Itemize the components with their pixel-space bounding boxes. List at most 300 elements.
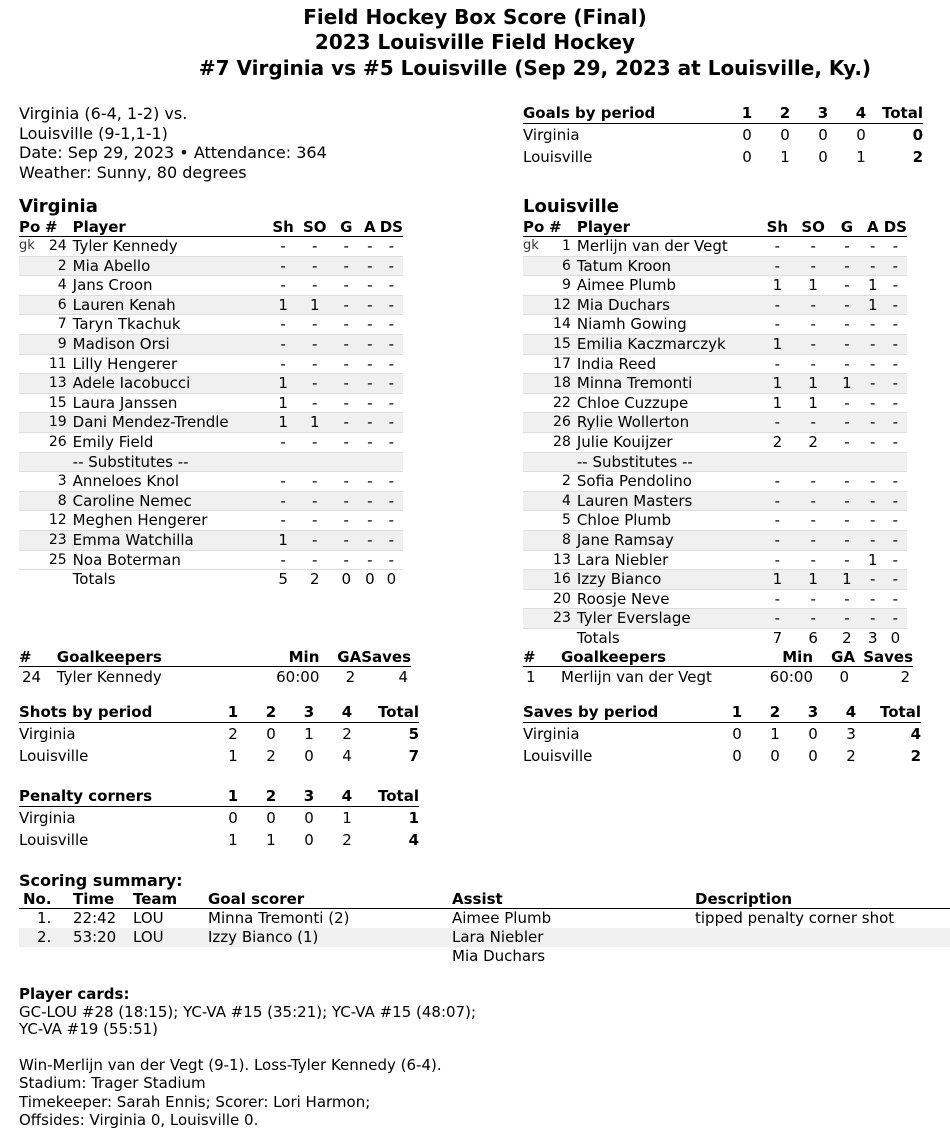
col-header: Time <box>63 890 133 909</box>
cell: 1 <box>770 725 780 743</box>
total-cell: 1 <box>408 809 419 827</box>
roster-ds-cell: - <box>380 393 403 413</box>
roster-sh-cell: - <box>760 609 794 629</box>
roster-num-cell: 20 <box>549 589 577 609</box>
roster-num-cell: 12 <box>549 295 577 315</box>
total-cell: 0 <box>912 126 923 144</box>
roster-ds-cell: - <box>380 550 403 570</box>
col-header-g: G <box>832 218 862 237</box>
roster-num-cell: 13 <box>45 374 73 394</box>
roster-a-cell: - <box>862 334 884 354</box>
roster-g-cell: - <box>832 295 862 315</box>
col-header-po: Po <box>523 218 549 237</box>
roster-sh-cell: - <box>269 315 297 335</box>
roster-po-cell <box>19 413 45 433</box>
roster-po-cell <box>523 354 549 374</box>
roster-po-cell: gk <box>19 237 45 257</box>
roster-g-cell: - <box>832 511 862 531</box>
roster-po-cell <box>523 589 549 609</box>
roster-player-cell: Chloe Plumb <box>577 511 761 531</box>
totals-a-cell: 0 <box>360 570 380 589</box>
roster-po-cell <box>523 530 549 550</box>
cell: Minna Tremonti (2) <box>208 909 350 927</box>
roster-player-cell: Emilia Kaczmarczyk <box>577 334 761 354</box>
roster-sh-cell: 1 <box>269 295 297 315</box>
roster-sh-cell: 1 <box>760 334 794 354</box>
col-header-ds: DS <box>379 218 403 236</box>
roster-player-cell: Laura Janssen <box>73 393 270 413</box>
roster-po-cell <box>19 511 45 531</box>
roster-num-cell: 26 <box>549 413 577 433</box>
cell: 1. <box>37 909 52 927</box>
roster-a-cell: - <box>360 315 380 335</box>
roster-num-cell: 26 <box>45 432 73 452</box>
substitutes-label: -- Substitutes -- <box>577 452 761 472</box>
roster-a-cell: - <box>862 511 884 531</box>
total-cell: 5 <box>408 725 419 743</box>
roster-g-cell: - <box>832 315 862 335</box>
roster-num-cell: 18 <box>549 374 577 394</box>
roster-po-cell <box>523 550 549 570</box>
roster-row <box>19 491 403 511</box>
roster-num-cell: 7 <box>45 315 73 335</box>
roster-so-cell: 2 <box>794 432 832 452</box>
roster-player-cell: Emily Field <box>73 432 270 452</box>
roster-row <box>19 237 403 257</box>
team-cell: Virginia <box>523 126 580 144</box>
col-header: Saves <box>855 648 913 667</box>
player-cards-line-1: GC-LOU #28 (18:15); YC-VA #15 (35:21); YC-VA #15 (48:07); <box>19 1003 477 1021</box>
roster-a-cell: - <box>862 609 884 629</box>
roster-row <box>19 393 403 413</box>
roster-so-cell: - <box>297 491 333 511</box>
roster-row <box>523 609 907 629</box>
roster-so-cell: - <box>297 256 333 276</box>
roster-so-cell: - <box>794 511 832 531</box>
roster-g-cell: - <box>832 276 862 296</box>
table-row <box>523 124 923 147</box>
roster-player-cell: Minna Tremonti <box>577 374 761 394</box>
weather: Weather: Sunny, 80 degrees <box>19 162 247 182</box>
roster-g-cell: - <box>333 374 360 394</box>
roster-so-cell: - <box>794 530 832 550</box>
roster-g-cell: - <box>832 589 862 609</box>
roster-num-cell: 15 <box>549 334 577 354</box>
roster-g-cell: - <box>832 237 862 257</box>
roster-g-cell: - <box>832 334 862 354</box>
cell: 1 <box>266 831 276 849</box>
roster-ds-cell: - <box>884 374 907 394</box>
roster-row <box>19 256 403 276</box>
roster-a-cell: - <box>862 237 884 257</box>
col-header: Goalkeepers <box>57 648 256 667</box>
roster-po-cell <box>523 334 549 354</box>
roster-ds-cell: - <box>884 472 907 492</box>
roster-sh-cell: - <box>269 276 297 296</box>
roster-sh-cell: 1 <box>269 374 297 394</box>
table-row <box>523 667 913 688</box>
roster-so-cell: 1 <box>297 295 333 315</box>
roster-ds-cell: - <box>884 354 907 374</box>
roster-a-cell: - <box>360 354 380 374</box>
roster-g-cell: - <box>333 237 360 257</box>
roster-ds-cell: - <box>380 530 403 550</box>
penalty-corners-table <box>19 787 419 851</box>
roster-a-cell: - <box>862 589 884 609</box>
date-attendance: Date: Sep 29, 2023 • Attendance: 364 <box>19 143 327 162</box>
roster-so-cell: - <box>794 589 832 609</box>
roster-so-cell: - <box>794 609 832 629</box>
col-header-num: # <box>549 218 577 237</box>
roster-g-cell: - <box>333 511 360 531</box>
roster-g-cell: - <box>333 315 360 335</box>
roster-player-cell: Adele Iacobucci <box>73 374 270 394</box>
roster-so-cell: - <box>794 295 832 315</box>
totals-row <box>19 570 403 589</box>
roster-po-cell <box>19 432 45 452</box>
roster-g-cell: - <box>832 550 862 570</box>
roster-ds-cell: - <box>884 609 907 629</box>
roster-num-cell: 8 <box>549 530 577 550</box>
col-header: GA <box>813 648 855 667</box>
col-header: 2 <box>756 703 794 723</box>
cell: 2. <box>19 928 63 947</box>
roster-a-cell: - <box>862 491 884 511</box>
roster-g-cell: - <box>832 491 862 511</box>
team2-record: Louisville (9-1,1-1) <box>19 123 168 143</box>
roster-row <box>19 354 403 374</box>
roster-so-cell: - <box>794 315 832 335</box>
roster-so-cell: - <box>297 432 333 452</box>
roster-g-cell: - <box>333 550 360 570</box>
roster-row <box>19 374 403 394</box>
roster-a-cell: - <box>360 413 380 433</box>
roster-player-cell: Noa Boterman <box>73 550 270 570</box>
roster-player-cell: Caroline Nemec <box>73 491 270 511</box>
roster-num-cell: 2 <box>549 472 577 492</box>
virginia-heading: Virginia <box>19 196 98 217</box>
col-header: 4 <box>832 703 870 723</box>
roster-player-cell: Dani Mendez-Trendle <box>73 413 270 433</box>
saves-by-period-table <box>523 703 921 767</box>
roster-so-cell: - <box>297 530 333 550</box>
roster-a-cell: - <box>360 550 380 570</box>
roster-num-cell: 13 <box>549 550 577 570</box>
totals-so-cell: 2 <box>297 570 333 589</box>
totals-ds-cell: 0 <box>380 570 403 589</box>
col-header: Min <box>757 648 813 667</box>
roster-player-cell: Merlijn van der Vegt <box>577 237 761 257</box>
roster-a-cell: - <box>862 413 884 433</box>
roster-player-cell: Lauren Masters <box>577 491 761 511</box>
roster-player-cell: Mia Duchars <box>577 295 761 315</box>
roster-row <box>19 432 403 452</box>
roster-row <box>523 276 907 296</box>
roster-a-cell: - <box>862 530 884 550</box>
cell: 0 <box>304 831 314 849</box>
table-row <box>19 667 411 688</box>
team-cell: Virginia <box>19 725 76 743</box>
col-header: 1 <box>214 703 252 723</box>
cell <box>452 928 695 947</box>
col-header: 4 <box>842 104 880 124</box>
table-row <box>19 807 419 830</box>
roster-row <box>19 530 403 550</box>
roster-sh-cell: - <box>760 413 794 433</box>
col-header-ds: DS <box>883 218 907 236</box>
roster-g-cell: - <box>333 530 360 550</box>
team-cell: Louisville <box>523 148 593 166</box>
scoring-summary-table <box>19 890 950 966</box>
roster-po-cell <box>523 472 549 492</box>
roster-sh-cell: - <box>760 472 794 492</box>
col-header-sh: Sh <box>269 218 297 237</box>
totals-so-cell: 6 <box>794 628 832 647</box>
roster-po-cell <box>523 315 549 335</box>
col-header: No. <box>19 890 63 909</box>
table-row <box>523 723 921 746</box>
roster-so-cell: - <box>794 334 832 354</box>
totals-g-cell: 0 <box>333 570 360 589</box>
roster-ds-cell: - <box>884 413 907 433</box>
roster-player-cell: Emma Watchilla <box>73 530 270 550</box>
cell: 2 <box>900 668 910 686</box>
cell: 2 <box>345 668 356 686</box>
roster-row <box>523 432 907 452</box>
roster-row <box>19 413 403 433</box>
roster-player-cell: Tyler Everslage <box>577 609 761 629</box>
roster-row <box>19 550 403 570</box>
cell: 0 <box>770 747 780 765</box>
table-row <box>19 745 419 767</box>
col-header-po: Po <box>19 218 45 237</box>
roster-a-cell: - <box>862 432 884 452</box>
roster-so-cell: - <box>794 237 832 257</box>
roster-so-cell: - <box>297 393 333 413</box>
col-header: 2 <box>766 104 804 124</box>
roster-po-cell <box>523 295 549 315</box>
roster-so-cell: - <box>794 491 832 511</box>
roster-so-cell: - <box>794 413 832 433</box>
roster-ds-cell: - <box>884 570 907 590</box>
cell: 2 <box>846 747 856 765</box>
roster-sh-cell: 1 <box>269 413 297 433</box>
roster-ds-cell: - <box>380 432 403 452</box>
roster-sh-cell: - <box>760 256 794 276</box>
roster-player-cell: Madison Orsi <box>73 334 270 354</box>
roster-g-cell: - <box>333 393 360 413</box>
roster-po-cell <box>19 472 45 492</box>
roster-so-cell: - <box>794 472 832 492</box>
roster-sh-cell: 1 <box>269 530 297 550</box>
roster-so-cell: - <box>297 315 333 335</box>
col-header: 1 <box>214 787 252 807</box>
page-title: Field Hockey Box Score (Final) <box>303 5 647 29</box>
cell: 53:20 <box>63 928 133 947</box>
col-header: Description <box>695 890 950 909</box>
cell: 22:42 <box>73 909 117 927</box>
roster-player-cell: Lauren Kenah <box>73 295 270 315</box>
total-cell: 7 <box>408 747 419 765</box>
roster-po-cell <box>523 432 549 452</box>
col-header: 3 <box>794 703 832 723</box>
roster-a-cell: 1 <box>862 295 884 315</box>
cell: 1 <box>228 831 238 849</box>
roster-num-cell: 25 <box>45 550 73 570</box>
roster-player-cell: Jane Ramsay <box>577 530 761 550</box>
col-header: 3 <box>290 787 328 807</box>
roster-sh-cell: 2 <box>760 432 794 452</box>
cell: 0 <box>732 725 742 743</box>
roster-ds-cell: - <box>380 237 403 257</box>
roster-row <box>523 354 907 374</box>
col-header-a: A <box>360 218 380 237</box>
substitutes-row <box>523 452 907 472</box>
cell: 0 <box>856 126 866 144</box>
col-header-so: SO <box>297 218 333 237</box>
roster-sh-cell: - <box>760 315 794 335</box>
roster-g-cell: - <box>832 609 862 629</box>
saves-by-period-title: Saves by period <box>523 703 718 723</box>
roster-sh-cell: - <box>760 550 794 570</box>
roster-row <box>19 276 403 296</box>
roster-row <box>19 315 403 335</box>
roster-row <box>19 295 403 315</box>
roster-player-cell: Niamh Gowing <box>577 315 761 335</box>
cell: 60:00 <box>769 668 813 686</box>
roster-sh-cell: - <box>760 295 794 315</box>
col-header-num: # <box>45 218 73 237</box>
cell: 1 <box>304 725 314 743</box>
roster-po-cell <box>19 315 45 335</box>
roster-sh-cell: - <box>760 237 794 257</box>
col-header: 3 <box>290 703 328 723</box>
roster-row <box>523 472 907 492</box>
cell: 1 <box>228 747 238 765</box>
roster-num-cell: 22 <box>549 393 577 413</box>
col-header: Goalkeepers <box>561 648 757 667</box>
goals-by-period-table <box>523 104 923 168</box>
roster-ds-cell: - <box>380 334 403 354</box>
roster-ds-cell: - <box>380 413 403 433</box>
roster-ds-cell: - <box>380 374 403 394</box>
col-header: 2 <box>252 787 290 807</box>
roster-num-cell: 2 <box>45 256 73 276</box>
roster-sh-cell: - <box>269 511 297 531</box>
roster-a-cell: - <box>360 374 380 394</box>
roster-ds-cell: - <box>884 315 907 335</box>
roster-player-cell: Aimee Plumb <box>577 276 761 296</box>
roster-a-cell: - <box>360 393 380 413</box>
roster-po-cell <box>19 530 45 550</box>
roster-row <box>523 589 907 609</box>
roster-po-cell <box>19 256 45 276</box>
roster-ds-cell: - <box>884 530 907 550</box>
cell: 2 <box>228 725 238 743</box>
game-info <box>19 104 327 182</box>
roster-po-cell <box>19 295 45 315</box>
roster-num-cell: 3 <box>45 472 73 492</box>
roster-row <box>523 511 907 531</box>
roster-sh-cell: - <box>269 256 297 276</box>
roster-ds-cell: - <box>884 237 907 257</box>
roster-po-cell <box>19 334 45 354</box>
roster-player-cell: Jans Croon <box>73 276 270 296</box>
totals-label-cell: Totals <box>577 628 761 647</box>
cell: Izzy Bianco (1) <box>208 928 452 947</box>
totals-row <box>523 628 907 647</box>
roster-row <box>523 491 907 511</box>
cell: 1 <box>856 148 866 166</box>
total-cell: 4 <box>408 831 419 849</box>
roster-g-cell: - <box>832 413 862 433</box>
cell: 4 <box>398 668 408 686</box>
roster-ds-cell: - <box>884 589 907 609</box>
roster-po-cell <box>523 276 549 296</box>
col-header: Min <box>256 648 320 667</box>
cell: 24 <box>22 668 42 686</box>
cell: 0 <box>228 809 238 827</box>
cell: 0 <box>808 725 818 743</box>
totals-label-cell: Totals <box>73 570 270 589</box>
col-header-g: G <box>333 218 360 237</box>
col-header: # <box>19 648 57 667</box>
roster-sh-cell: - <box>760 354 794 374</box>
roster-ds-cell: - <box>380 491 403 511</box>
roster-a-cell: - <box>360 530 380 550</box>
roster-num-cell: 6 <box>45 295 73 315</box>
roster-sh-cell: 1 <box>269 393 297 413</box>
col-header: Total <box>870 703 921 723</box>
roster-num-cell: 5 <box>549 511 577 531</box>
roster-so-cell: - <box>297 374 333 394</box>
roster-sh-cell: - <box>760 530 794 550</box>
cell: Aimee Plumb <box>452 909 552 927</box>
roster-row <box>19 511 403 531</box>
assist-2: Mia Duchars <box>452 947 546 965</box>
roster-sh-cell: - <box>760 491 794 511</box>
player-cards-heading: Player cards: <box>19 985 130 1003</box>
roster-num-cell: 16 <box>549 570 577 590</box>
roster-num-cell: 12 <box>45 511 73 531</box>
roster-num-cell: 9 <box>549 276 577 296</box>
roster-sh-cell: 1 <box>760 276 794 296</box>
col-header: 4 <box>328 703 366 723</box>
roster-so-cell: 1 <box>297 413 333 433</box>
roster-g-cell: - <box>333 491 360 511</box>
team-cell: Louisville <box>19 747 89 765</box>
col-header-player: Player <box>577 218 761 237</box>
roster-player-cell: Chloe Cuzzupe <box>577 393 761 413</box>
table-row <box>523 745 921 767</box>
roster-so-cell: 1 <box>794 276 832 296</box>
col-header-so: SO <box>794 218 832 237</box>
cell: 0 <box>818 126 828 144</box>
roster-sh-cell: 1 <box>760 393 794 413</box>
cell: 2 <box>342 831 352 849</box>
cell: Merlijn van der Vegt <box>561 668 712 686</box>
roster-num-cell: 17 <box>549 354 577 374</box>
col-header: Total <box>366 787 419 807</box>
roster-sh-cell: - <box>760 511 794 531</box>
roster-ds-cell: - <box>884 491 907 511</box>
cell: 0 <box>304 809 314 827</box>
cell: 0 <box>732 747 742 765</box>
col-header: Total <box>366 703 419 723</box>
roster-num-cell: 8 <box>45 491 73 511</box>
roster-a-cell: - <box>862 354 884 374</box>
totals-sh-cell: 5 <box>269 570 297 589</box>
